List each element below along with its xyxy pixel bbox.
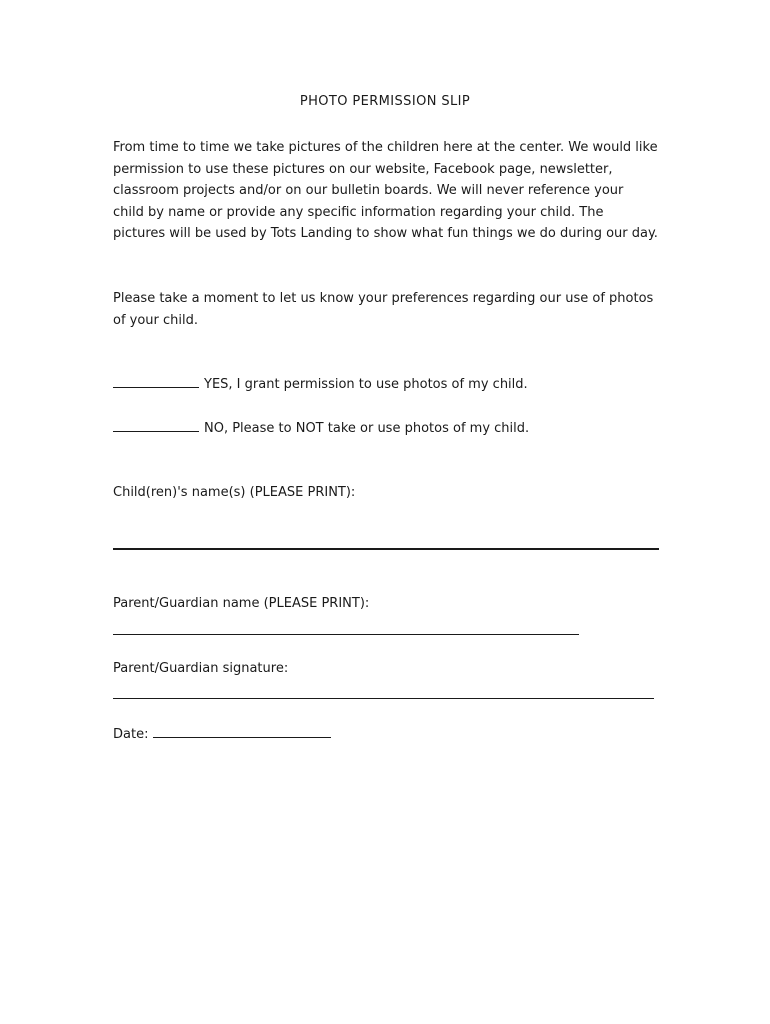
children-names-line[interactable]: [113, 548, 659, 550]
preferences-paragraph: Please take a moment to let us know your preferences regarding our use of photos of your child.: [113, 291, 654, 328]
date-row: [113, 726, 331, 742]
no-option-text: NO, Please to NOT take or use photos of my child.: [204, 421, 530, 436]
parent-signature-label: Parent/Guardian signature:: [113, 661, 289, 676]
children-names-label: Child(ren)'s name(s) (PLEASE PRINT):: [113, 485, 356, 500]
date-line[interactable]: [153, 726, 331, 738]
date-label: Date:: [113, 727, 149, 742]
yes-option-text: YES, I grant permission to use photos of my child.: [204, 377, 528, 392]
intro-paragraph: From time to time we take pictures of the children here at the center. We would like permission to use these pictures on our website, Facebook page, newsletter, classroom projects and/or on our bulletin boards. We will never reference your child by name or provide any specific information regarding your child. The pictures will be used by Tots Landing to show what fun things we do during our day.: [113, 140, 658, 241]
no-option-blank[interactable]: [113, 420, 199, 432]
yes-option-blank[interactable]: [113, 376, 199, 388]
no-option-row: [113, 420, 529, 436]
parent-name-line[interactable]: [113, 634, 579, 635]
document-title: PHOTO PERMISSION SLIP: [299, 94, 471, 109]
parent-name-label: Parent/Guardian name (PLEASE PRINT):: [113, 596, 370, 611]
yes-option-row: [113, 376, 528, 392]
parent-signature-line[interactable]: [113, 698, 654, 699]
